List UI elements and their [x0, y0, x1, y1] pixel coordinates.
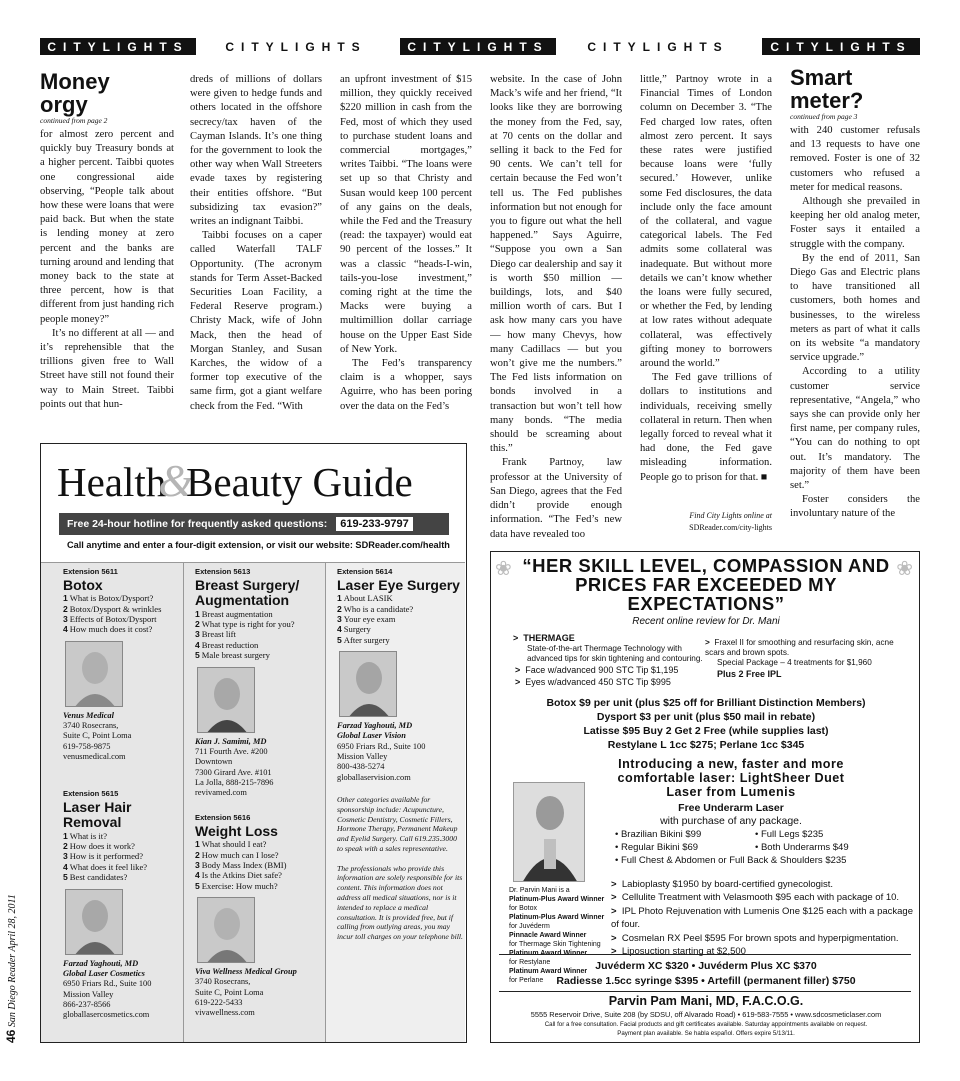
question-list: [337, 593, 463, 645]
restylane-price: Restylane L 1cc $275; Perlane 1cc $345: [607, 739, 805, 751]
ad-quote: “HER SKILL LEVEL, COMPASSION AND PRICES FAR EXCEEDED MY EXPECTATIONS”: [522, 555, 890, 614]
divider: [499, 954, 911, 955]
hotline-phone[interactable]: 619-233-9797: [335, 516, 414, 532]
paragraph: It’s no different at all — and it’s reprehensible that the trillions given free to Wall Street have still not found their way to Main Street. Taibbi points out that hun-: [40, 327, 174, 410]
hotline-label: Free 24-hour hotline for frequently asked questions:: [67, 518, 328, 530]
list-item: 4 Is the Atkins Diet safe?: [195, 870, 282, 881]
underarm-sub: with purchase of any package.: [660, 815, 802, 827]
list-item: 4 Surgery: [337, 624, 371, 635]
paragraph: Frank Partnoy, law professor at the University of San Diego, agrees that the Fed didn’t provide enough information. “The Fed’s new data have revealed too: [490, 457, 622, 540]
continued-note: continued from page 3: [790, 112, 858, 121]
list-item: 2 How does it work?: [63, 841, 135, 851]
doctor-info: Farzad Yaghouti, MD Global Laser Cosmetics 6950 Friars Rd., Suite 100 Mission Valley 866-237-8566 globallasercosmetics.com: [63, 958, 152, 1020]
paragraph: Taibbi focuses on a caper called Waterfall TALF Opportunity. (The acronym stands for Term Asset-Backed Securities Loan Facility, a Federal Reserve program.) Christy Mack, wife of John Mack, then the head of Morgan Stanley, and Susan Karches, the widow of a former top executive of the same firm, got a giant welfare check from the Fed. “With: [190, 230, 322, 412]
list-item: 2 Botox/Dysport & wrinkles: [63, 603, 162, 614]
consult-note: Call for a free consultation. Facial products and gift certificates available. Saturday appointments available on request.: [544, 1021, 868, 1028]
list-item: 1 About LASIK: [337, 593, 393, 604]
doctor-photo: [65, 641, 123, 707]
question-list: [63, 593, 181, 635]
paragraph: Although she prevailed in keeping her old analog meter, Foster says it entailed a struggle with the company.: [790, 196, 920, 250]
question-list: [195, 609, 323, 661]
entry-title: Botox: [63, 576, 103, 593]
juvederm-price: Juvéderm XC $320 • Juvéderm Plus XC $370: [595, 960, 817, 972]
list-item: 1 What should I eat?: [195, 839, 267, 850]
paragraph: an upfront investment of $15 million, they quickly received $220 million in cash from the Fed, most of which they used to purchase student loans and commercial mortgages,” writes Taibbi. “The loans were set up so that Christy and Susan would keep 100 percent of any gains on the deals, while the Fed and the Treasury (read: the taxpayer) would eat 90 percent of the losses.” It was a classic “heads-I-win, tails-you-lose investment,” coming right at the time the Macks were buying a multimillion dollar carriage house on the Upper East Side of New York.: [340, 74, 472, 355]
flourish-icon: ❀: [896, 558, 913, 580]
list-item: 4 How much does it cost?: [63, 624, 153, 635]
citylights-header-3: CITYLIGHTS: [400, 38, 556, 55]
extension-label: Extension 5614: [337, 567, 393, 576]
offer-list: > Labioplasty $1950 by board-certified gynecologist. > Cellulite Treatment with Velasmooth $95 each with package of 10. > IPL Photo Rejuvenation with Lumenis One $125 each with a package of four. > Cosmelan RX Peel $595 For brown spots and hyperpigmentation. > Liposuction starting at $2,500: [611, 879, 913, 958]
list-item: 3 Effects of Botox/Dysport: [63, 613, 157, 624]
citylights-header-1: CITYLIGHTS: [40, 38, 196, 55]
paragraph: Foster considers the involuntary nature of the: [790, 494, 920, 520]
article-money-col2: [190, 73, 322, 425]
list-item: 2 What type is right for you?: [195, 619, 295, 629]
botox-price: Botox $9 per unit (plus $25 off for Brilliant Distinction Members): [546, 697, 866, 709]
list-item: 4 What does it feel like?: [63, 861, 148, 872]
list-item: 1 What is Botox/Dysport?: [63, 593, 154, 604]
headline-smart-meter: Smart meter?: [790, 66, 864, 113]
list-item: 5 Exercise: How much?: [195, 880, 278, 891]
entry-laser-hair-removal: [63, 789, 181, 1020]
article-money-col1: [40, 70, 174, 425]
article-smart-meter: [790, 66, 920, 536]
dr-mani-photo: [513, 782, 585, 882]
article-money-col4: [490, 73, 622, 541]
page-folio: [4, 894, 20, 1043]
list-item: 3 Body Mass Index (BMI): [195, 859, 287, 870]
dr-mani-ad: [490, 551, 920, 1043]
list-item: 3 Breast lift: [195, 629, 236, 640]
entry-weight-loss: [195, 813, 323, 1019]
dysport-price: Dysport $3 per unit (plus $50 mail in rebate): [596, 711, 816, 723]
guide-grid: [41, 562, 465, 1042]
article-money-col5: [640, 73, 772, 483]
list-item: 2 Who is a candidate?: [337, 603, 414, 614]
article-money-col3: [340, 73, 472, 425]
guide-subline: Call anytime and enter a four-digit extension, or visit our website: SDReader.com/health: [67, 540, 450, 550]
list-item: 5 Male breast surgery: [195, 650, 270, 661]
list-item: 1 What is it?: [63, 830, 108, 841]
question-list: [195, 839, 323, 891]
latisse-price: Latisse $95 Buy 2 Get 2 Free (while supplies last): [583, 725, 829, 737]
thermage-block: > THERMAGE State-of-the-art Thermage Technology with advanced tips for skin tightening and contouring. > Face w/advanced 900 STC Tip $1,195 > Eyes w/advanced 450 STC Tip $995: [513, 633, 703, 687]
list-item: 5 After surgery: [337, 634, 390, 645]
entry-title: Weight Loss: [195, 822, 278, 839]
publication-date: San Diego Reader April 28, 2011: [7, 894, 18, 1028]
entry-botox: [63, 567, 181, 762]
entry-laser-eye: [337, 567, 463, 942]
paragraph: By the end of 2011, San Diego Gas and Electric plans to have transitioned all customers, both homes and businesses, to the wireless meters as part of what it calls on its website “a mandatory service upgrade.”: [790, 252, 920, 364]
entry-title: Breast Surgery/ Augmentation: [195, 576, 300, 609]
paragraph: website. In the case of John Mack’s wife and her friend, “It looks like they are borrowing the money from the Fed, say, at 70 cents on the dollar and selling it back to the Fed for 90 cents. We can’t tell for certain because the Fed won’t tell us. The Fed publishes information but not enough for you to figure out what the hell happened.” Says Aguirre, “Suppose you own a San Diego car dealership and say it is worth $50 million — buildings, lots, and $40 million worth of cars. But I ask how many cars you have — how many Chevys, how many Cadillacs — but you won’t give me the numbers.” The Fed lists information on bonds involved in a transaction but won’t tell how many bonds. “The media should be screaming about this.”: [490, 74, 622, 455]
paragraph: According to a utility customer service representative, “Angela,” who says she can provide only her first name, per company rules, “You can do nothing to opt out. It’s mandatory. The majority of them have been set.”: [790, 366, 920, 492]
sponsorship-note: Other categories available for sponsorship include: Acupuncture, Cosmetic Dentistry, Cosmetic Fillers, Hormone Therapy, Permanent Makeup and Eyelid Surgery. Call 619.235.3000 to speak with a sales representative.: [337, 794, 458, 853]
headline-money-orgy: Money orgy: [40, 70, 110, 117]
clinic-address: 5555 Reservoir Drive, Suite 208 (by SDSU, off Alvarado Road) • 619-583-7555 • www.sdcosmeticlaser.com: [530, 1010, 882, 1019]
list-item: 2 How much can I lose?: [195, 849, 279, 860]
citylights-header-4: CITYLIGHTS: [580, 38, 736, 55]
doctor-info: Viva Wellness Medical Group 3740 Rosecrans, Suite C, Point Loma 619-222-5433 vivawellness.com: [195, 967, 297, 1018]
extension-label: Extension 5615: [63, 789, 119, 798]
health-beauty-guide: [40, 443, 467, 1043]
doctor-photo: [65, 889, 123, 955]
payment-note: Payment plan available. Se habla español. Offers expire 5/13/11.: [617, 1030, 795, 1037]
entry-title: Laser Hair Removal: [63, 798, 132, 831]
doctor-name: Parvin Pam Mani, MD, F.A.C.O.G.: [608, 994, 804, 1008]
laser-headline: Introducing a new, faster and more comfortable laser: LightSheer Duet Laser from Lumenis: [617, 757, 845, 799]
question-list: [63, 831, 181, 883]
paragraph: The Fed gave trillions of dollars to institutions and individuals, receiving smelly collateral in return. Then when legally forced to reveal what it had done, the Fed gave misleading information. People go to prison for that. ■: [640, 372, 772, 483]
doctor-photo: [197, 667, 255, 733]
paragraph: with 240 customer refusals and 13 requests to have one removed. Foster is one of 32 customers who refused a meter for medical reasons.: [790, 125, 920, 193]
doctor-info: Venus Medical 3740 Rosecrans, Suite C, Point Loma 619-758-9875 venusmedical.com: [63, 710, 132, 761]
paragraph: dreds of millions of dollars were given to hedge funds and others located in the offshore secrecy/tax haven of the Cayman Islands. It’s one thing for the government to look the other way when Wall Streeters evade taxes by registering their entities offshore. “But subsidizing tax evasion?” writes an indignant Taibbi.: [190, 74, 322, 228]
doctor-photo: [197, 897, 255, 963]
doctor-photo: [339, 651, 397, 717]
radiesse-price: Radiesse 1.5cc syringe $395 • Artefill (permanent filler) $750: [556, 975, 856, 987]
underarm-offer: Free Underarm Laser: [678, 802, 784, 814]
citylights-header-5: CITYLIGHTS: [762, 38, 920, 55]
fraxel-block: > Fraxel II for smoothing and resurfacing skin, acne scars and brown spots. Special Package – 4 treatments for $1,960 Plus 2 Free IPL: [705, 638, 894, 679]
divider: [499, 991, 911, 992]
list-item: 3 Your eye exam: [337, 613, 396, 624]
list-item: 3 How is it performed?: [63, 851, 144, 862]
hotline-bar: [59, 513, 449, 535]
paragraph: little,” Partnoy wrote in a Financial Times of London column on December 3. “The Fed charged low rates, often almost zero percent. It says these rates were justified because loans were ‘fully secured.’ However, unlike some Fed disclosures, the data include only the face amount of the collateral, and vague categorical labels. The Fed admits some collateral was inadequate. But without more details we can’t know whether the loans were fully secured, or whether the Fed, by lending at low rates without adequate collateral, was effectively gifting money to borrowers around the world.”: [640, 74, 772, 370]
page-number: 46: [4, 1029, 18, 1043]
list-item: 4 Breast reduction: [195, 639, 259, 650]
entry-title: Laser Eye Surgery: [337, 576, 460, 593]
find-online: [640, 510, 772, 534]
flourish-icon: ❀: [495, 558, 512, 580]
entry-breast-surgery: [195, 567, 323, 798]
doctor-info: Farzad Yaghouti, MD Global Laser Vision 6950 Friars Rd., Suite 100 Mission Valley 800-438-5274 globallaservision.com: [337, 721, 426, 782]
extension-label: Extension 5616: [195, 813, 251, 822]
extension-label: Extension 5611: [63, 567, 118, 576]
award-list: Dr. Parvin Mani is a Platinum-Plus Award Winner for Botox Platinum-Plus Award Winner for Juvéderm Pinnacle Award Winner for Thermage Skin Tightening Platinum Award Winner for Restylane Platinum Award Winner for Perlane: [509, 887, 605, 984]
doctor-info: Kian J. Samimi, MD 711 Fourth Ave. #200 Downtown 7300 Girard Ave. #101 La Jolla, 888-215-7896 revivamed.com: [195, 736, 274, 798]
find-online-label: Find City Lights online at: [689, 511, 772, 520]
citylights-header-2: CITYLIGHTS: [218, 38, 374, 55]
package-list: • Brazilian Bikini $99 • Full Legs $235 • Regular Bikini $69 • Both Underarms $49 • Full Chest & Abdomen or Full Back & Shoulders $235: [615, 829, 849, 866]
disclaimer-note: The professionals who provide this information are solely responsible for its content. This information does not address all medical situations, nor is it intended to replace a medical consultation. It is provided free, but if calling from outlying areas, you may incur toll charges on your telephone bill.: [337, 863, 463, 942]
list-item: 5 Best candidates?: [63, 872, 128, 883]
paragraph: for almost zero percent and quickly buy Treasury bonds at a higher percent. Taibbi quotes one congressional aide observing, “People talk about how these were loans that were paid back. But when the state is lending money at zero percent and the banks are turning around and lending that money back to the state at three percent, how is that different from just handing rich people money?”: [40, 129, 174, 325]
paragraph: The Fed’s transparency claim is a whopper, says Aguirre, who has been poring over the data on the Fed’s: [340, 358, 472, 412]
list-item: 1 Breast augmentation: [195, 608, 273, 619]
extension-label: Extension 5613: [195, 567, 251, 576]
guide-title: Health&Beauty Guide: [57, 455, 413, 506]
find-online-url[interactable]: SDReader.com/city-lights: [689, 523, 772, 532]
ad-review-caption: Recent online review for Dr. Mani: [632, 616, 780, 627]
continued-note: continued from page 2: [40, 116, 108, 125]
